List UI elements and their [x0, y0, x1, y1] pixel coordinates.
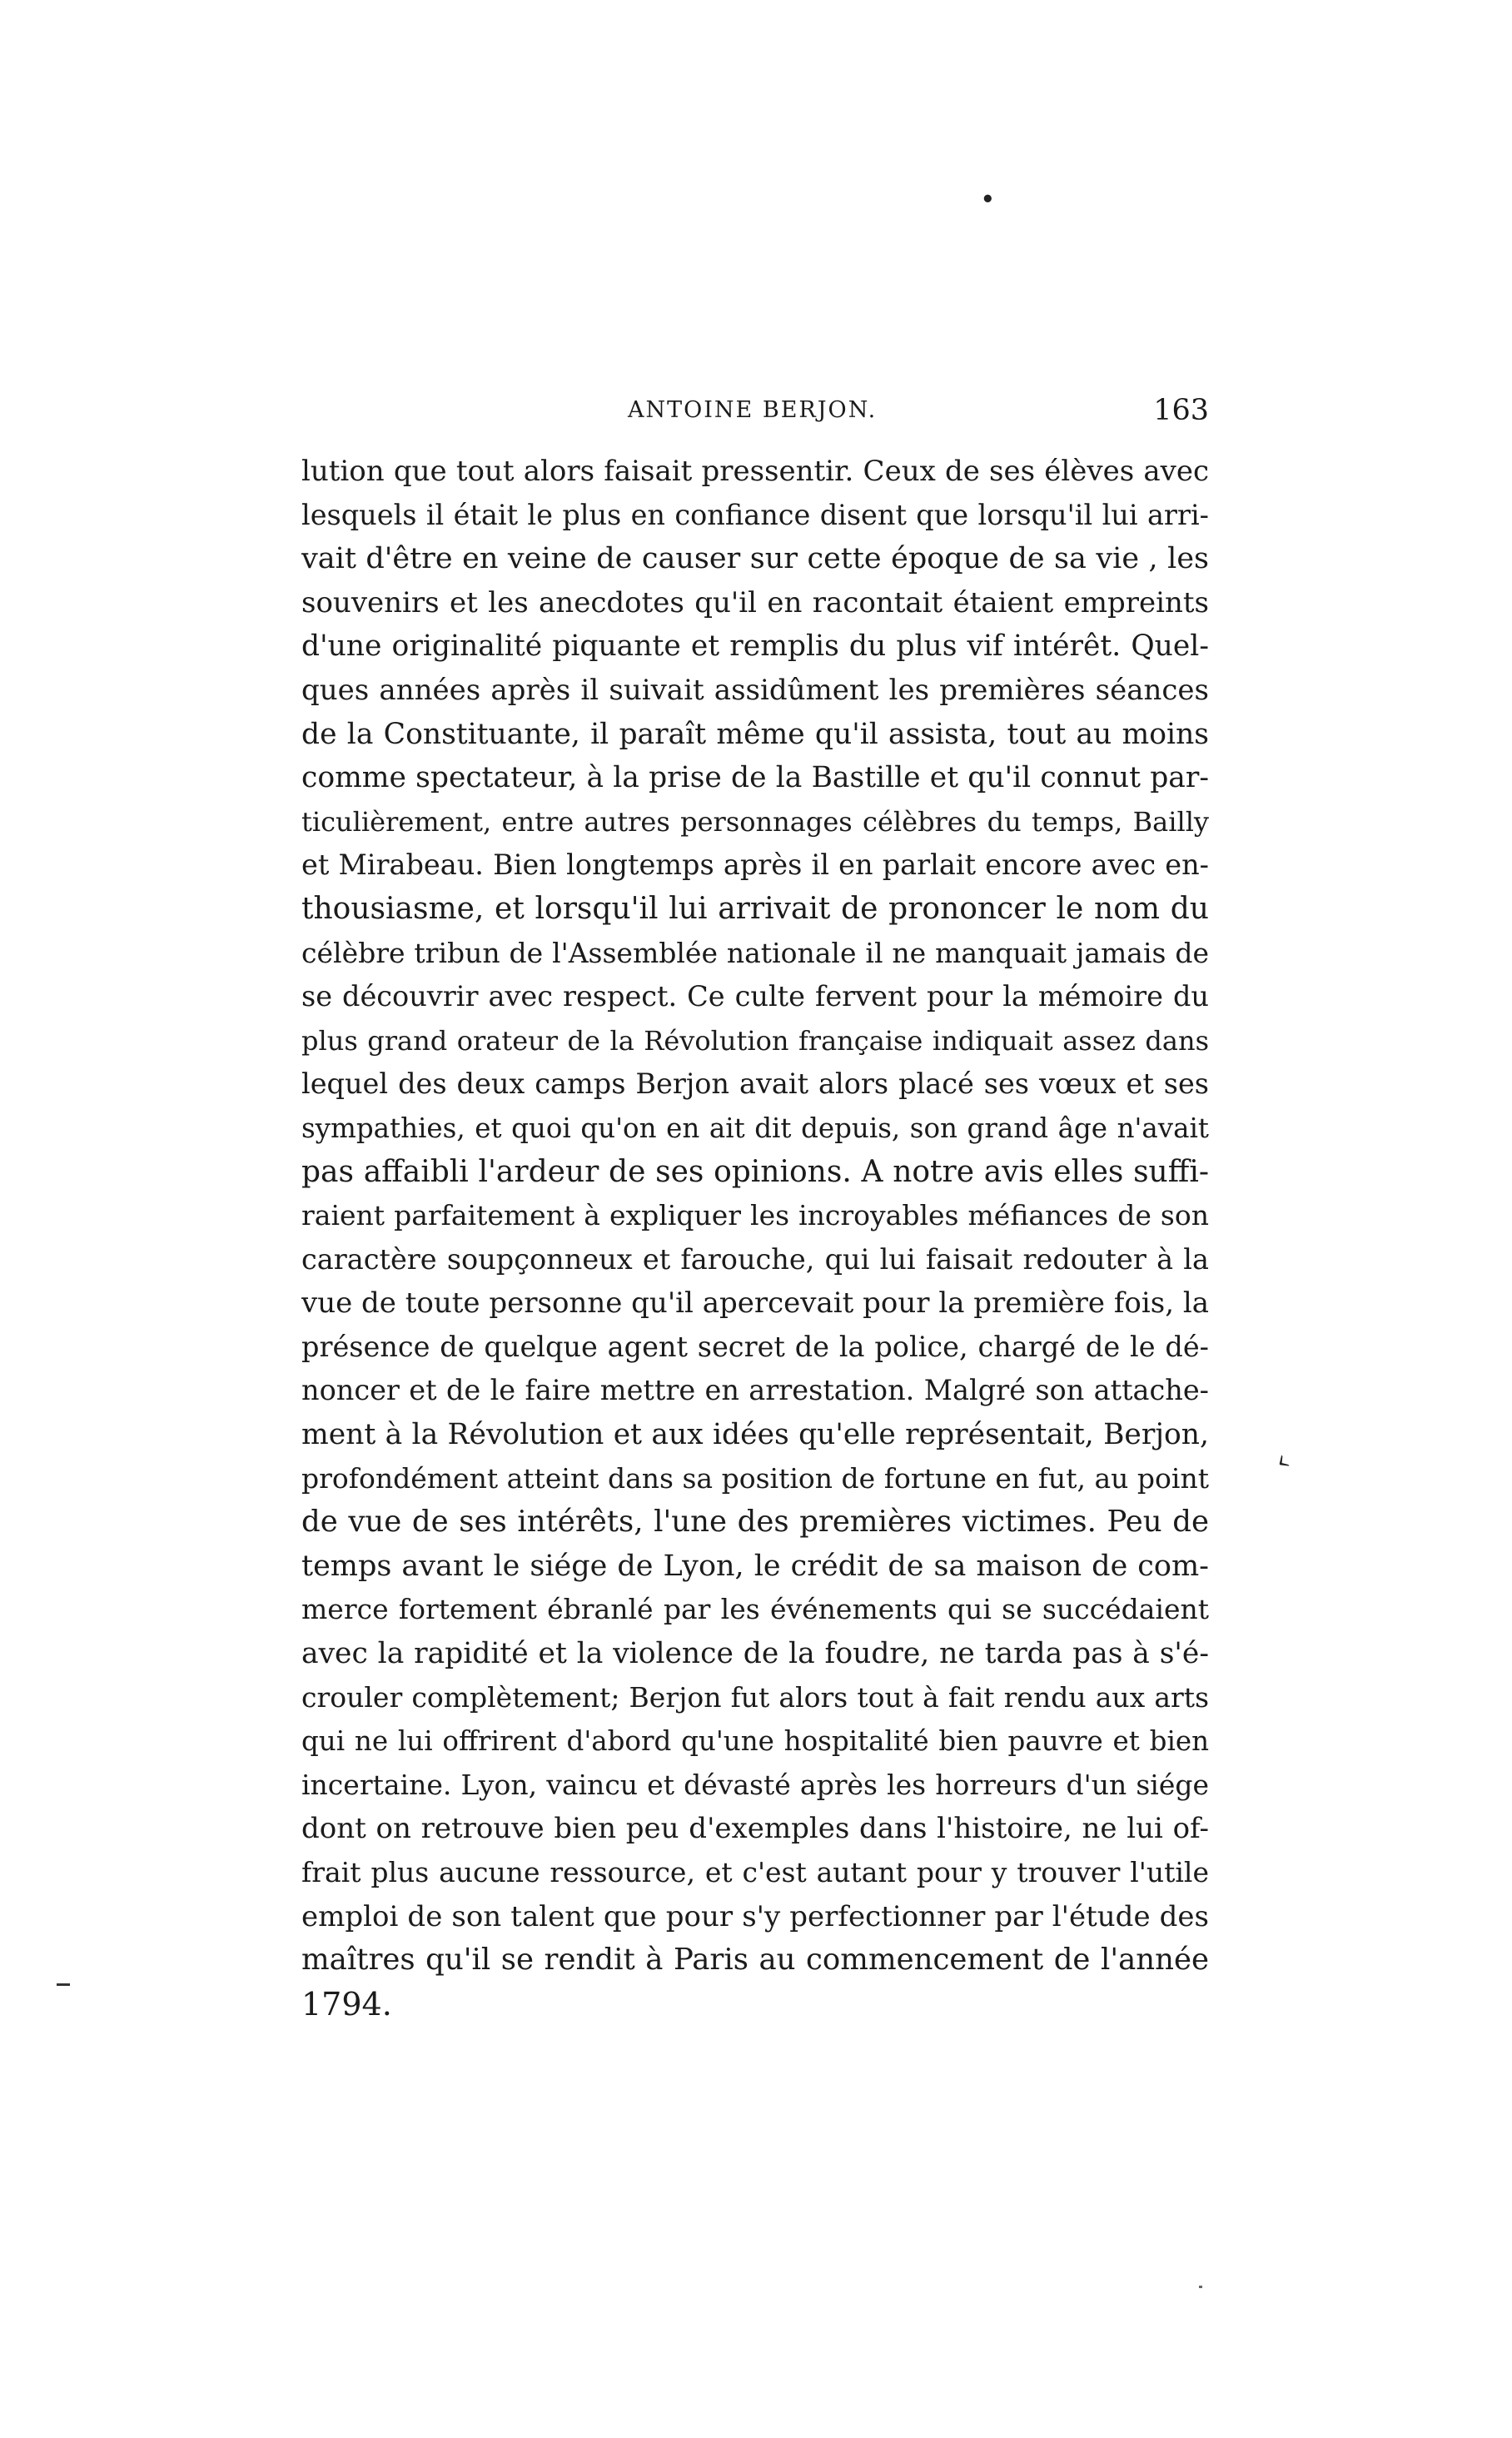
text-line: ques années après il suivait assidûment les premières séances — [301, 673, 1209, 707]
margin-dash-left — [57, 1983, 70, 1986]
text-line: noncer et de le faire mettre en arrestation. Malgré son attache- — [301, 1374, 1209, 1407]
text-line: vait d'être en veine de causer sur cette époque de sa vie , les — [301, 542, 1209, 576]
text-line: ticulièrement, entre autres personnages célèbres du temps, Bailly — [301, 805, 1209, 838]
text-line: maîtres qu'il se rendit à Paris au commencement de l'année — [301, 1943, 1209, 1978]
text-line: de la Constituante, il paraît même qu'il assista, tout au moins — [301, 717, 1209, 751]
text-line: sympathies, et quoi qu'on en ait dit depuis, son grand âge n'avait — [301, 1112, 1209, 1144]
text-line: qui ne lui offrirent d'abord qu'une hospitalité bien pauvre et bien — [301, 1725, 1209, 1758]
margin-mark-top: • — [981, 187, 995, 212]
text-line: avec la rapidité et la violence de la foudre, ne tarda pas à s'é- — [301, 1637, 1209, 1671]
text-line: caractère soupçonneux et farouche, qui lui faisait redouter à la — [301, 1242, 1209, 1276]
text-line: frait plus aucune ressource, et c'est autant pour y trouver l'utile — [301, 1856, 1209, 1888]
text-line: thousiasme, et lorsqu'il lui arrivait de prononcer le nom du — [301, 891, 1209, 926]
page-number: 163 — [1153, 394, 1209, 427]
margin-mark-right: ‹ — [1267, 1444, 1297, 1480]
text-line: lesquels il était le plus en confiance disent que lorsqu'il lui arri- — [301, 498, 1209, 531]
running-head — [301, 394, 1209, 434]
text-line: lequel des deux camps Berjon avait alors placé ses vœux et ses — [301, 1067, 1209, 1101]
text-line: temps avant le siége de Lyon, le crédit de sa maison de com- — [301, 1549, 1209, 1583]
text-line: plus grand orateur de la Révolution française indiquait assez dans — [301, 1024, 1209, 1057]
text-line: merce fortement ébranlé par les événements qui se succédaient — [301, 1593, 1209, 1626]
text-line: 1794. — [301, 1985, 392, 2023]
text-line: présence de quelque agent secret de la police, chargé de le dé- — [301, 1330, 1209, 1363]
body-text — [301, 450, 1209, 2026]
running-title: ANTOINE BERJON. — [628, 397, 878, 423]
text-line: profondément atteint dans sa position de fortune en fut, au point — [301, 1461, 1209, 1495]
text-line: comme spectateur, à la prise de la Bastille et qu'il connut par- — [301, 761, 1209, 795]
text-line: célèbre tribun de l'Assemblée nationale il ne manquait jamais de — [301, 936, 1209, 969]
text-line: de vue de ses intérêts, l'une des premières victimes. Peu de — [301, 1505, 1209, 1540]
text-line: dont on retrouve bien peu d'exemples dans l'histoire, ne lui of- — [301, 1812, 1209, 1846]
text-line: lution que tout alors faisait pressentir. Ceux de ses élèves avec — [301, 455, 1209, 488]
text-line: ment à la Révolution et aux idées qu'elle représentait, Berjon, — [301, 1418, 1209, 1452]
text-line: vue de toute personne qu'il apercevait pour la première fois, la — [301, 1286, 1209, 1321]
text-line: et Mirabeau. Bien longtemps après il en parlait encore avec en- — [301, 848, 1209, 882]
text-line: raient parfaitement à expliquer les incroyables méfiances de son — [301, 1199, 1209, 1232]
text-line: crouler complètement; Berjon fut alors tout à fait rendu aux arts — [301, 1680, 1209, 1714]
text-line: incertaine. Lyon, vaincu et dévasté après les horreurs d'un siége — [301, 1768, 1209, 1801]
text-line: se découvrir avec respect. Ce culte fervent pour la mémoire du — [301, 980, 1209, 1013]
text-line: souvenirs et les anecdotes qu'il en racontait étaient empreints — [301, 585, 1209, 619]
text-line: pas affaibli l'ardeur de ses opinions. A notre avis elles suffi- — [301, 1154, 1209, 1189]
text-line: emploi de son talent que pour s'y perfectionner par l'étude des — [301, 1899, 1209, 1933]
text-line: d'une originalité piquante et remplis du plus vif intérêt. Quel- — [301, 629, 1209, 664]
margin-speck-bottom — [1199, 2286, 1202, 2288]
